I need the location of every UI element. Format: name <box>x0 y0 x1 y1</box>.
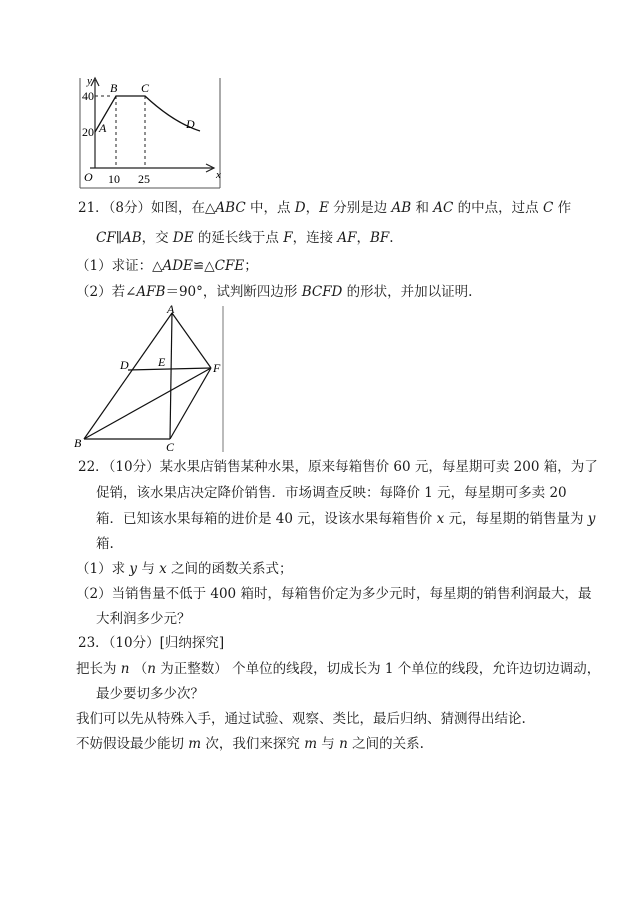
vertex-c: C <box>166 440 175 454</box>
q23-line-4: 我们可以先从特殊入手，通过试验、观察、类比，最后归纳、猜测得出结论. <box>76 711 526 727</box>
point-label-d: D <box>186 117 195 131</box>
point-label-b: B <box>110 81 118 95</box>
q21-part-1: （1）求证：△ADE≌△CFE； <box>76 258 258 274</box>
q22-part-2-line-2: 大利润多少元？ <box>96 611 191 627</box>
q21-part-2: （2）若∠AFB＝90°，试判断四边形 BCFD 的形状，并加以证明. <box>76 284 473 300</box>
x-tick-10: 10 <box>108 172 120 186</box>
vertex-b: B <box>74 436 82 450</box>
q22-part-1: （1）求 y 与 x 之间的函数关系式； <box>76 561 293 577</box>
segment-bf <box>84 368 211 439</box>
vertex-e: E <box>158 355 166 369</box>
segment-cf <box>170 368 211 439</box>
q22-line-4: 箱. <box>96 536 114 552</box>
segment-ac <box>170 313 172 439</box>
function-curve <box>95 96 200 132</box>
vertex-a: A <box>167 302 175 316</box>
figure-lines <box>84 313 211 439</box>
geometry-figure <box>0 300 640 460</box>
q22-line-2: 促销，该水果店决定降价销售．市场调查反映：每降价 1 元，每星期可多卖 20 <box>96 485 567 501</box>
q23-line-3: 最少要切多少次？ <box>96 686 204 702</box>
q23-line-5: 不妨假设最少能切 m 次，我们来探究 m 与 n 之间的关系. <box>76 736 424 752</box>
function-graph <box>0 0 640 200</box>
q21-line-1: 21．（8分）如图，在△ABC 中，点 D，E 分别是边 AB 和 AC 的中点，过点 C 作 <box>78 200 572 216</box>
y-tick-40: 40 <box>82 89 94 103</box>
vertex-d: D <box>120 358 129 372</box>
vertex-f: F <box>213 361 221 375</box>
q23-line-1: 23．（10分）[归纳探究] <box>78 635 225 651</box>
segment-df <box>128 368 211 370</box>
segment-af <box>172 313 211 368</box>
x-tick-25: 25 <box>138 172 150 186</box>
point-label-a: A <box>99 121 107 135</box>
q22-line-3: 箱．已知该水果每箱的进价是 40 元，设该水果每箱售价 x 元，每星期的销售量为 y <box>96 511 596 527</box>
q22-line-1: 22．（10分）某水果店销售某种水果，原来每箱售价 60 元，每星期可卖 200 箱，为了 <box>78 459 598 475</box>
q21-line-2: CF∥AB，交 DE 的延长线于点 F，连接 AF，BF. <box>96 230 394 246</box>
segment-ab <box>84 313 172 439</box>
y-tick-20: 20 <box>82 125 94 139</box>
y-axis-label: y <box>87 75 92 87</box>
point-label-c: C <box>141 81 150 95</box>
q23-line-2: 把长为 n （n 为正整数） 个单位的线段，切成长为 1 个单位的线段，允许边切边调动， <box>76 661 601 677</box>
x-axis-label: x <box>216 169 221 181</box>
origin-label: O <box>84 170 93 184</box>
q22-part-2-line-1: （2）当销售量不低于 400 箱时，每箱售价定为多少元时，每星期的销售利润最大，最 <box>76 586 592 602</box>
